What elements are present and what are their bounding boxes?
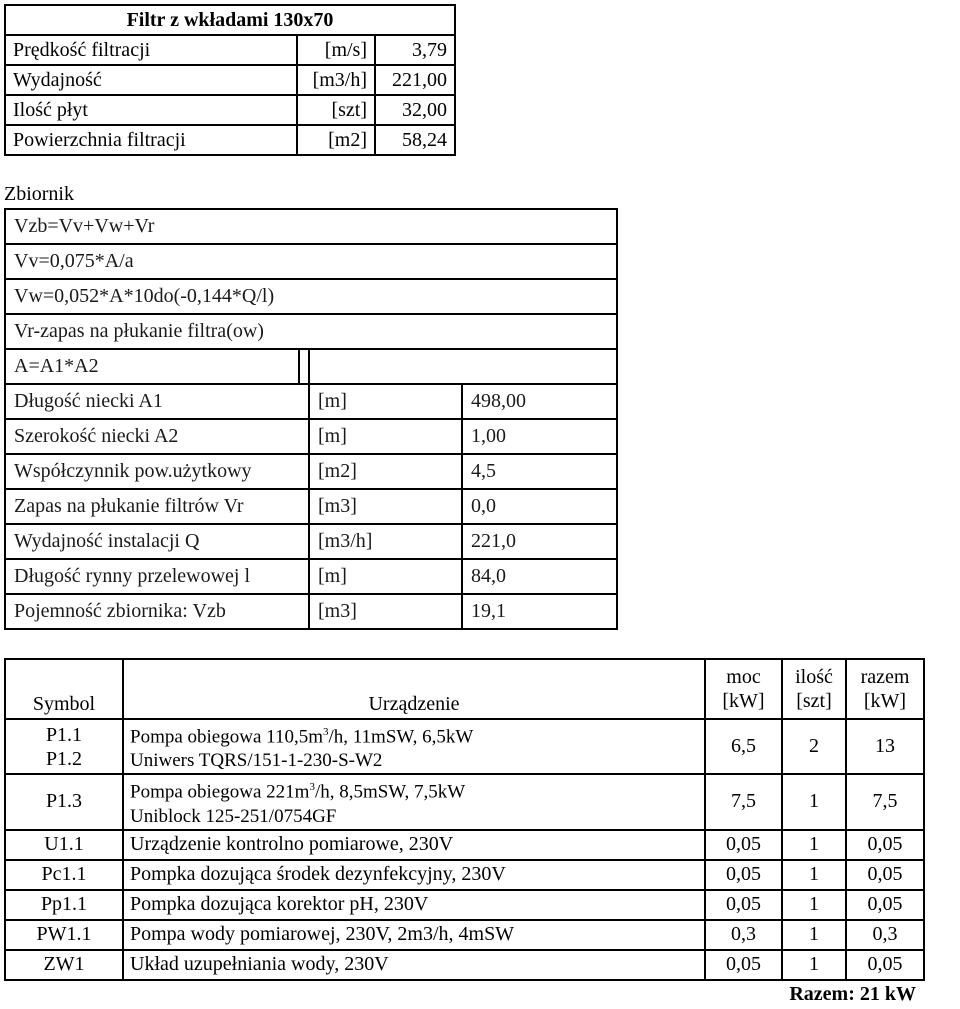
- pump-row: [5, 774, 924, 829]
- filter-value: 3,79: [375, 35, 455, 65]
- pump-power: 7,5: [705, 774, 782, 829]
- filter-row: [5, 95, 455, 125]
- equipment-total: 0,05: [846, 830, 924, 860]
- pump-qty: 2: [782, 719, 846, 774]
- header-qty-label: ilość: [795, 666, 833, 688]
- equipment-device: Pompka dozująca środek dezynfekcyjny, 230V: [123, 860, 705, 890]
- equipment-power: 0,05: [705, 860, 782, 890]
- equipment-row: [5, 830, 924, 860]
- tank-formula: Vv=0,075*A/a: [5, 244, 617, 279]
- equipment-qty: 1: [782, 920, 846, 950]
- equipment-row: [5, 920, 924, 950]
- equipment-header-row: [5, 659, 924, 719]
- filter-unit: [m/s]: [297, 35, 375, 65]
- tank-formula: Vw=0,052*A*10do(-0,144*Q/l): [5, 279, 617, 314]
- header-power: [705, 659, 782, 719]
- header-qty: [782, 659, 846, 719]
- filter-unit: [m3/h]: [297, 65, 375, 95]
- pump-total: 13: [846, 719, 924, 774]
- tank-param-unit: [m]: [309, 419, 462, 454]
- equipment-total: 0,3: [846, 920, 924, 950]
- tank-param-value: 498,00: [462, 384, 617, 419]
- equipment-qty: 1: [782, 860, 846, 890]
- tank-param-value: 19,1: [462, 594, 617, 629]
- pump-symbols: [5, 719, 123, 774]
- pump-row: [5, 719, 924, 774]
- filter-table: [4, 4, 456, 156]
- pump-device-line2: Uniwers TQRS/151-1-230-S-W2: [130, 750, 383, 772]
- tank-param-unit: [m]: [309, 384, 462, 419]
- filter-row: [5, 125, 455, 155]
- header-total-unit: [kW]: [863, 690, 907, 712]
- filter-label: Powierzchnia filtracji: [5, 125, 297, 155]
- equipment-device: Pompka dozująca korektor pH, 230V: [123, 890, 705, 920]
- tank-param-label: Długość niecki A1: [5, 384, 309, 419]
- equipment-qty: 1: [782, 890, 846, 920]
- pump-device-line1: Pompa obiegowa $110,5m^3/h$, 11mSW, 6,5kW: [130, 726, 474, 748]
- tank-param-label: Współczynnik pow.użytkowy: [5, 454, 309, 489]
- equipment-power: 0,3: [705, 920, 782, 950]
- tank-heading: Zbiornik: [4, 183, 74, 205]
- equipment-qty: 1: [782, 830, 846, 860]
- tank-param-value: 4,5: [462, 454, 617, 489]
- tank-param-value: 1,00: [462, 419, 617, 454]
- pump-device-line2: Uniblock 125-251/0754GF: [130, 805, 337, 827]
- tank-param-row: [5, 419, 617, 454]
- tank-param-value: 221,0: [462, 524, 617, 559]
- tank-area-formula: A=A1*A2: [5, 349, 299, 384]
- equipment-table: [4, 658, 925, 1009]
- equipment-device: Układ uzupełniania wody, 230V: [123, 950, 705, 980]
- tank-param-row: [5, 524, 617, 559]
- header-power-label: moc: [726, 666, 761, 688]
- equipment-symbol: U1.1: [5, 830, 123, 860]
- tank-param-label: Zapas na płukanie filtrów Vr: [5, 489, 309, 524]
- header-symbol: Symbol: [5, 659, 123, 719]
- tank-param-value: 0,0: [462, 489, 617, 524]
- equipment-symbol: ZW1: [5, 950, 123, 980]
- tank-param-label: Wydajność instalacji Q: [5, 524, 309, 559]
- equipment-row: [5, 950, 924, 980]
- equipment-qty: 1: [782, 950, 846, 980]
- tank-param-row: [5, 559, 617, 594]
- grand-total: Razem: 21 kW: [789, 983, 916, 1006]
- tank-param-row: [5, 594, 617, 629]
- pump-total: 7,5: [846, 774, 924, 829]
- filter-value: 58,24: [375, 125, 455, 155]
- tank-param-row: [5, 489, 617, 524]
- equipment-row: [5, 890, 924, 920]
- pump-device: [123, 719, 705, 774]
- header-power-unit: [kW]: [722, 690, 765, 712]
- filter-label: Prędkość filtracji: [5, 35, 297, 65]
- filter-unit: [m2]: [297, 125, 375, 155]
- header-total: [846, 659, 924, 719]
- filter-label: Wydajność: [5, 65, 297, 95]
- equipment-power: 0,05: [705, 950, 782, 980]
- pump-device: [123, 774, 705, 829]
- tank-param-label: Długość rynny przelewowej l: [5, 559, 309, 594]
- equipment-device: Urządzenie kontrolno pomiarowe, 230V: [123, 830, 705, 860]
- tank-formula: Vr-zapas na płukanie filtra(ow): [5, 314, 617, 349]
- header-total-label: razem: [860, 666, 910, 688]
- tank-param-unit: [m]: [309, 559, 462, 594]
- pump-device-line1: Pompa obiegowa $221m^3/h$, 8,5mSW, 7,5kW: [130, 781, 466, 803]
- equipment-total: 0,05: [846, 890, 924, 920]
- equipment-power: 0,05: [705, 890, 782, 920]
- tank-spacer-cell: [299, 349, 309, 384]
- filter-value: 221,00: [375, 65, 455, 95]
- equipment-total-row: [5, 980, 924, 1009]
- pump-power: 6,5: [705, 719, 782, 774]
- tank-param-unit: [m3]: [309, 594, 462, 629]
- pump-symbol: P1.3: [5, 774, 123, 829]
- tank-param-row: [5, 384, 617, 419]
- filter-row: [5, 35, 455, 65]
- tank-param-unit: [m2]: [309, 454, 462, 489]
- tank-param-unit: [m3/h]: [309, 524, 462, 559]
- tank-param-label: Szerokość niecki A2: [5, 419, 309, 454]
- header-qty-unit: [szt]: [796, 690, 832, 712]
- pump-qty: 1: [782, 774, 846, 829]
- filter-title: Filtr z wkładami 130x70: [5, 5, 455, 35]
- tank-param-unit: [m3]: [309, 489, 462, 524]
- tank-formula: Vzb=Vv+Vw+Vr: [5, 209, 617, 244]
- tank-empty-cell: [309, 349, 617, 384]
- tank-param-row: [5, 454, 617, 489]
- pump-symbol: P1.1: [45, 723, 83, 746]
- tank-param-value: 84,0: [462, 559, 617, 594]
- filter-row: [5, 65, 455, 95]
- equipment-total: 0,05: [846, 860, 924, 890]
- equipment-row: [5, 860, 924, 890]
- equipment-symbol: Pp1.1: [5, 890, 123, 920]
- equipment-symbol: PW1.1: [5, 920, 123, 950]
- header-device: Urządzenie: [123, 659, 705, 719]
- equipment-symbol: Pc1.1: [5, 860, 123, 890]
- filter-value: 32,00: [375, 95, 455, 125]
- tank-table: [4, 208, 618, 630]
- equipment-total: 0,05: [846, 950, 924, 980]
- pump-symbol: P1.2: [45, 747, 83, 770]
- equipment-power: 0,05: [705, 830, 782, 860]
- tank-param-label: Pojemność zbiornika: Vzb: [5, 594, 309, 629]
- filter-label: Ilość płyt: [5, 95, 297, 125]
- filter-unit: [szt]: [297, 95, 375, 125]
- equipment-device: Pompa wody pomiarowej, 230V, 2m3/h, 4mSW: [123, 920, 705, 950]
